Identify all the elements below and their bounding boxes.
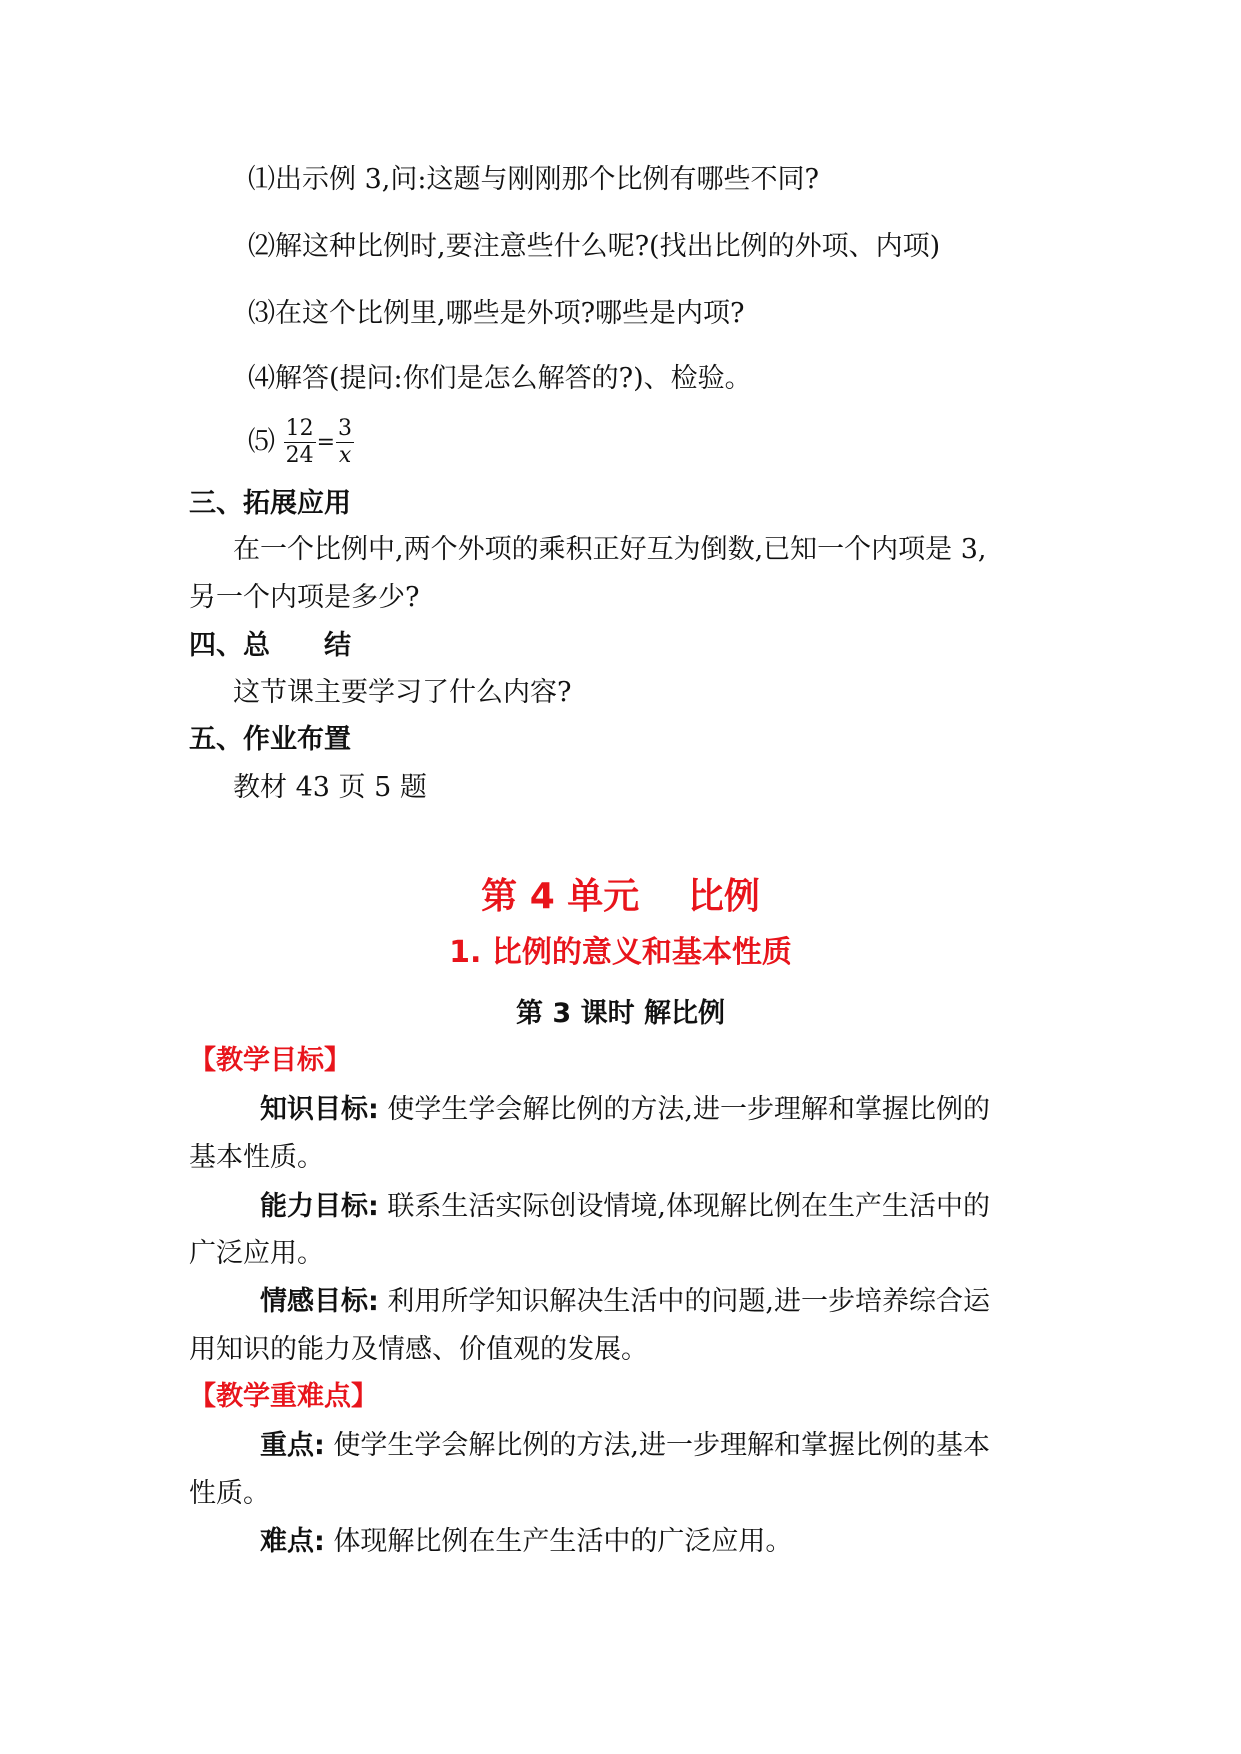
- section-homework-line1: 教材 43 页 5 题: [233, 772, 427, 803]
- goal-knowledge: [260, 1093, 990, 1127]
- difficult-point-text: 体现解比例在生产生活中的广泛应用。: [324, 1526, 793, 1557]
- step-1: ⑴出示例 3,问:这题与刚刚那个比例有哪些不同?: [248, 164, 819, 195]
- goal-ability-line2: 广泛应用。: [189, 1238, 324, 1269]
- period-title: 第 3 课时 解比例: [516, 998, 725, 1029]
- step-5: [248, 412, 354, 473]
- step-2: ⑵解这种比例时,要注意些什么呢?(找出比例的外项、内项): [248, 231, 941, 262]
- goal-knowledge-line2: 基本性质。: [189, 1142, 324, 1173]
- goals-heading: 【教学目标】: [189, 1045, 351, 1076]
- goal-ability: [260, 1190, 990, 1224]
- key-point-label: 重点:: [260, 1430, 325, 1461]
- difficult-point-label: 难点:: [260, 1526, 325, 1557]
- section-homework-heading: 五、作业布置: [189, 724, 351, 755]
- goal-emotion-label: 情感目标:: [260, 1286, 379, 1317]
- fraction-left: [284, 416, 316, 469]
- goal-knowledge-label: 知识目标:: [260, 1094, 379, 1125]
- difficult-point: [260, 1525, 792, 1559]
- fraction-right-denominator: x: [338, 443, 352, 468]
- section-extend-heading: 三、拓展应用: [189, 488, 351, 519]
- key-points-heading: 【教学重难点】: [189, 1381, 378, 1412]
- fraction-left-numerator: 12: [285, 416, 314, 441]
- goal-ability-label: 能力目标:: [260, 1191, 379, 1222]
- section-summary-line1: 这节课主要学习了什么内容?: [233, 677, 572, 708]
- lesson-title: 1. 比例的意义和基本性质: [449, 935, 792, 970]
- equals-sign: =: [316, 429, 336, 455]
- fraction-right: [336, 416, 354, 469]
- key-point: [260, 1429, 990, 1463]
- step-5-label: ⑸: [248, 426, 275, 458]
- goal-knowledge-text: 使学生学会解比例的方法,进一步理解和掌握比例的: [378, 1094, 990, 1125]
- goal-emotion-text: 利用所学知识解决生活中的问题,进一步培养综合运: [378, 1286, 990, 1317]
- step-3: ⑶在这个比例里,哪些是外项?哪些是内项?: [248, 298, 745, 329]
- goal-emotion: [260, 1285, 990, 1319]
- goal-ability-text: 联系生活实际创设情境,体现解比例在生产生活中的: [378, 1191, 990, 1222]
- key-point-text: 使学生学会解比例的方法,进一步理解和掌握比例的基本: [324, 1430, 990, 1461]
- goal-emotion-line2: 用知识的能力及情感、价值观的发展。: [189, 1334, 648, 1365]
- section-extend-line2: 另一个内项是多少?: [189, 582, 420, 613]
- key-point-line2: 性质。: [189, 1478, 270, 1509]
- section-extend-line1: 在一个比例中,两个外项的乘积正好互为倒数,已知一个内项是 3,: [233, 534, 987, 565]
- fraction-left-denominator: 24: [285, 443, 314, 468]
- unit-title: 第 4 单元 比例: [481, 876, 760, 917]
- section-summary-heading: 四、总 结: [189, 630, 351, 661]
- step-4: ⑷解答(提问:你们是怎么解答的?)、检验。: [248, 363, 752, 394]
- fraction-right-numerator: 3: [338, 416, 353, 441]
